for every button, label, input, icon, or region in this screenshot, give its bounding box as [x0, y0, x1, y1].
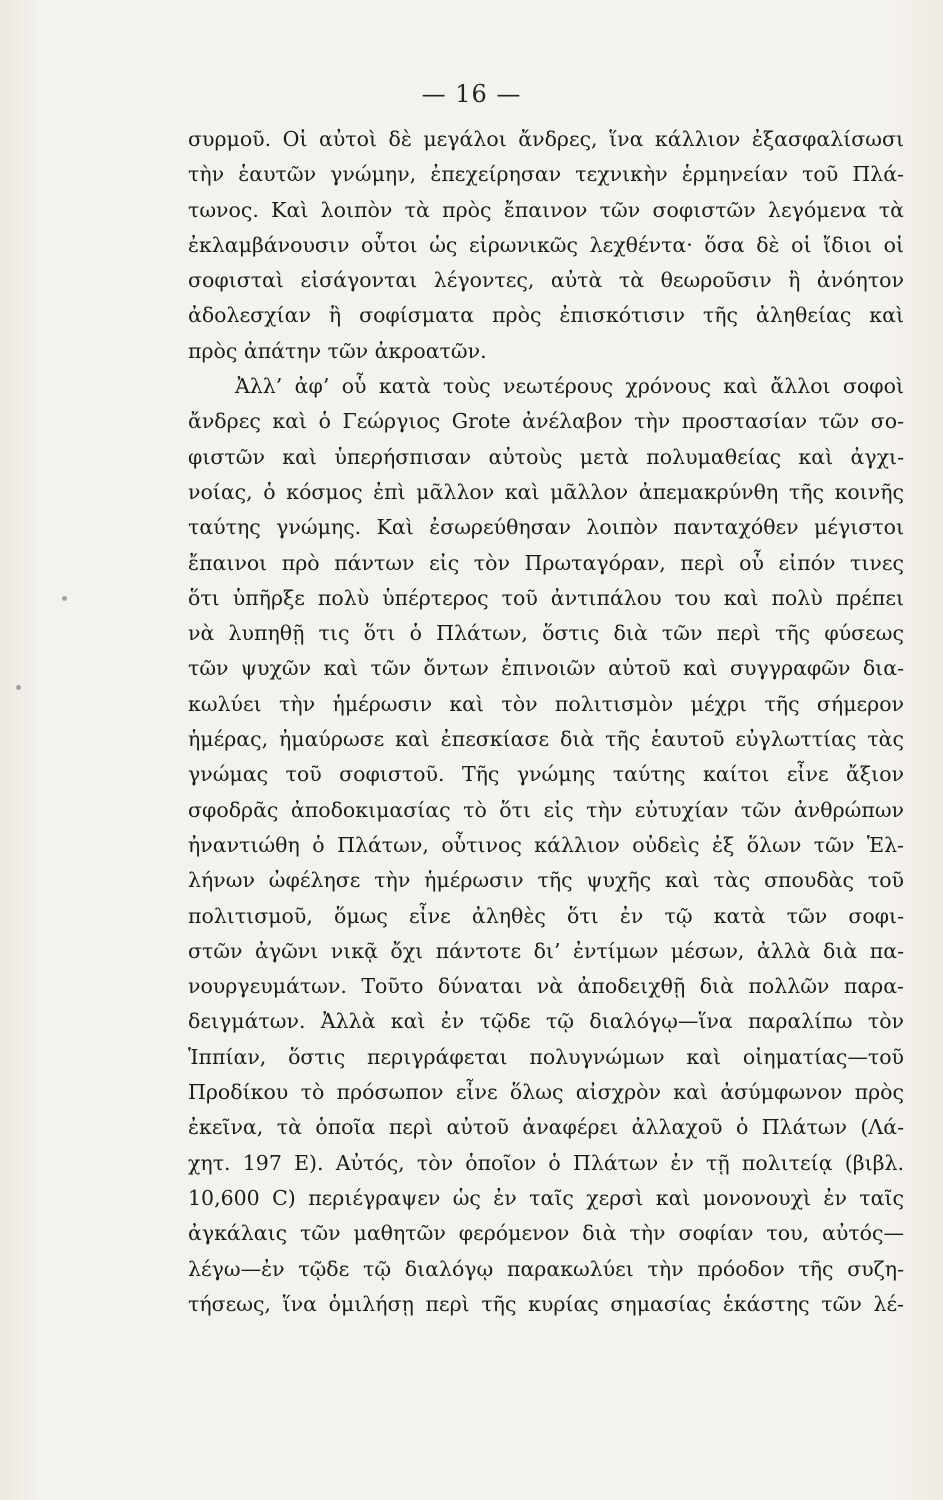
text-line: ὅτι ὑπῆρξε πολὺ ὑπέρτερος τοῦ ἀντιπάλου του καὶ πολὺ πρέπει	[188, 585, 904, 610]
text-line: ἀγκάλαις τῶν μαθητῶν φερόμενον διὰ τὴν σοφίαν του, αὐτός—	[188, 1221, 904, 1246]
text-line: φιστῶν καὶ ὑπερήσπισαν αὐτοὺς μετὰ πολυμαθείας καὶ ἀγχι-	[188, 444, 904, 469]
text-line: ἡμέρας, ἠμαύρωσε καὶ ἐπεσκίασε διὰ τῆς ἑαυτοῦ εὐγλωττίας τὰς	[188, 727, 904, 752]
text-line: πολιτισμοῦ, ὅμως εἶνε ἀληθὲς ὅτι ἐν τῷ κατὰ τῶν σοφι-	[188, 903, 904, 928]
text-line: ἄνδρες καὶ ὁ Γεώργιος Grote ἀνέλαβον τὴν προστασίαν τῶν σο-	[188, 409, 904, 434]
text-line: σοφισταὶ εἰσάγονται λέγοντες, αὐτὰ τὰ θεωροῦσιν ἢ ἀνόητον	[188, 268, 904, 293]
text-line: ἠναντιώθη ὁ Πλάτων, οὗτινος κάλλιον οὐδεὶς ἐξ ὅλων τῶν Ἑλ-	[188, 832, 904, 857]
text-line: Ἀλλ’ ἀφ’ οὗ κατὰ τοὺς νεωτέρους χρόνους καὶ ἄλλοι σοφοὶ	[235, 374, 904, 399]
text-line: δειγμάτων. Ἀλλὰ καὶ ἐν τῷδε τῷ διαλόγῳ—ἵνα παραλίπω τὸν	[188, 1009, 904, 1034]
text-line: Προδίκου τὸ πρόσωπον εἶνε ὅλως αἰσχρὸν καὶ ἀσύμφωνον πρὸς	[188, 1080, 904, 1105]
print-speck	[62, 596, 67, 601]
text-line: τήσεως, ἵνα ὁμιλήσῃ περὶ τῆς κυρίας σημασίας ἑκάστης τῶν λέ-	[188, 1291, 904, 1316]
text-line: τῶν ψυχῶν καὶ τῶν ὄντων ἐπινοιῶν αὐτοῦ καὶ συγγραφῶν δια-	[188, 656, 904, 681]
text-line: ἔπαινοι πρὸ πάντων εἰς τὸν Πρωταγόραν, περὶ οὗ εἰπόν τινες	[188, 550, 904, 575]
body-text	[188, 122, 904, 1322]
page-number: — 16 —	[421, 80, 522, 108]
text-line: πρὸς ἀπάτην τῶν ἀκροατῶν.	[188, 338, 487, 363]
text-line: τὴν ἑαυτῶν γνώμην, ἐπεχείρησαν τεχνικὴν ἑρμηνείαν τοῦ Πλά-	[188, 162, 904, 187]
text-line: νὰ λυπηθῇ τις ὅτι ὁ Πλάτων, ὅστις διὰ τῶν περὶ τῆς φύσεως	[188, 621, 904, 646]
text-line: 10,600 C) περιέγραψεν ὡς ἐν ταῖς χερσὶ καὶ μονονουχὶ ἐν ταῖς	[188, 1185, 904, 1210]
text-line: κωλύει τὴν ἡμέρωσιν καὶ τὸν πολιτισμὸν μέχρι τῆς σήμερον	[188, 691, 904, 716]
text-line: λήνων ὠφέλησε τὴν ἡμέρωσιν τῆς ψυχῆς καὶ τὰς σπουδὰς τοῦ	[188, 868, 904, 893]
text-line: ἐκλαμβάνουσιν οὗτοι ὡς εἰρωνικῶς λεχθέντα· ὅσα δὲ οἱ ἴδιοι οἱ	[188, 232, 904, 257]
text-line: Ἱππίαν, ὅστις περιγράφεται πολυγνώμων καὶ οἰηματίας—τοῦ	[188, 1044, 904, 1069]
text-line: λέγω—ἐν τῷδε τῷ διαλόγῳ παρακωλύει τὴν πρόοδον τῆς συζη-	[188, 1256, 904, 1281]
text-line: τωνος. Καὶ λοιπὸν τὰ πρὸς ἔπαινον τῶν σοφιστῶν λεγόμενα τὰ	[188, 197, 904, 222]
text-line: σφοδρᾶς ἀποδοκιμασίας τὸ ὅτι εἰς τὴν εὐτυχίαν τῶν ἀνθρώπων	[188, 797, 904, 822]
text-line: ταύτης γνώμης. Καὶ ἐσωρεύθησαν λοιπὸν πανταχόθεν μέγιστοι	[188, 515, 904, 540]
text-line: χητ. 197 Ε). Αὐτός, τὸν ὁποῖον ὁ Πλάτων ἐν τῇ πολιτείᾳ (βιβλ.	[188, 1150, 904, 1175]
text-line: νοίας, ὁ κόσμος ἐπὶ μᾶλλον καὶ μᾶλλον ἀπεμακρύνθη τῆς κοινῆς	[188, 479, 904, 504]
text-line: νουργευμάτων. Τοῦτο δύναται νὰ ἀποδειχθῇ διὰ πολλῶν παρα-	[188, 974, 904, 999]
text-line: ἀδολεσχίαν ἢ σοφίσματα πρὸς ἐπισκότισιν τῆς ἀληθείας καὶ	[188, 303, 904, 328]
text-line: στῶν ἀγῶνι νικᾷ ὄχι πάντοτε δι’ ἐντίμων μέσων, ἀλλὰ διὰ πα-	[188, 938, 904, 963]
text-line: γνώμας τοῦ σοφιστοῦ. Τῆς γνώμης ταύτης καίτοι εἶνε ἄξιον	[188, 762, 904, 787]
text-line: συρμοῦ. Οἱ αὐτοὶ δὲ μεγάλοι ἄνδρες, ἵνα κάλλιον ἐξασφαλίσωσι	[188, 127, 904, 151]
print-speck	[16, 685, 21, 690]
text-line: ἐκεῖνα, τὰ ὁποῖα περὶ αὐτοῦ ἀναφέρει ἀλλαχοῦ ὁ Πλάτων (Λά-	[188, 1115, 904, 1140]
